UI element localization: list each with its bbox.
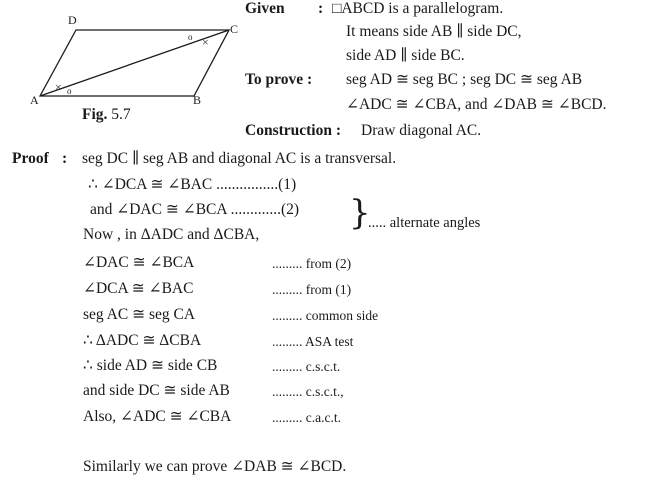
- proof-row-reason: ......... common side: [272, 308, 379, 323]
- figure-caption: [82, 106, 131, 124]
- proof-colon: :: [62, 150, 68, 167]
- proof-row-reason: ......... ASA test: [272, 334, 354, 349]
- vertex-label-a: A: [30, 93, 39, 107]
- to-prove-label: To prove :: [245, 71, 313, 88]
- proof-row-reason: ......... from (1): [272, 282, 352, 297]
- proof-row-reason: ......... c.s.c.t.: [272, 359, 341, 374]
- proof-row-statement: seg AC ≅ seg CA: [83, 306, 196, 323]
- proof-row-statement: and side DC ≅ side AB: [83, 382, 230, 399]
- brace-note: ..... alternate angles: [368, 215, 481, 231]
- proof-row-statement: ∠DCA ≅ ∠BAC: [83, 280, 194, 297]
- proof-row-statement: ∴ ΔADC ≅ ΔCBA: [83, 332, 202, 349]
- vertex-label-d: D: [68, 13, 77, 27]
- angle-mark-circle-c: o: [188, 32, 193, 42]
- vertex-label-c: C: [230, 22, 239, 36]
- construction-text: Draw diagonal AC.: [361, 122, 482, 139]
- proof-step-2: and ∠DAC ≅ ∠BCA .............(2): [90, 201, 300, 218]
- figure-caption-number: 5.7: [111, 106, 131, 123]
- angle-mark-cross-a: ×: [55, 80, 62, 94]
- proof-row-reason: ......... c.a.c.t.: [272, 410, 341, 425]
- proof-row-reason: ......... from (2): [272, 256, 352, 271]
- proof-label: Proof: [12, 150, 49, 167]
- angle-mark-circle-a: o: [67, 86, 72, 96]
- proof-row-reason: ......... c.s.c.t.,: [272, 384, 344, 399]
- given-line-1: □ABCD is a parallelogram.: [332, 0, 504, 17]
- given-label: Given: [245, 0, 285, 17]
- vertex-label-b: B: [193, 93, 202, 107]
- proof-row-statement: ∴ side AD ≅ side CB: [83, 357, 218, 374]
- figure-caption-label: Fig.: [82, 106, 108, 123]
- construction-label: Construction :: [245, 122, 342, 139]
- proof-row-statement: Also, ∠ADC ≅ ∠CBA: [83, 408, 232, 425]
- given-colon: :: [318, 0, 324, 17]
- proof-conclusion: Similarly we can prove ∠DAB ≅ ∠BCD.: [83, 458, 347, 475]
- given-line-2: It means side AB ∥ side DC,: [346, 23, 522, 40]
- proof-step-1: ∴ ∠DCA ≅ ∠BAC ................(1): [88, 176, 297, 193]
- proof-row-statement: ∠DAC ≅ ∠BCA: [83, 254, 195, 271]
- given-line-3: side AD ∥ side BC.: [346, 47, 465, 64]
- proof-now: Now , in ΔADC and ΔCBA,: [83, 226, 260, 243]
- to-prove-line-2: ∠ADC ≅ ∠CBA, and ∠DAB ≅ ∠BCD.: [346, 96, 607, 113]
- angle-mark-cross-c: ×: [202, 35, 209, 49]
- to-prove-line-1: seg AD ≅ seg BC ; seg DC ≅ seg AB: [346, 71, 583, 88]
- curly-brace: }: [349, 193, 371, 233]
- proof-intro: seg DC ∥ seg AB and diagonal AC is a transversal.: [82, 150, 397, 167]
